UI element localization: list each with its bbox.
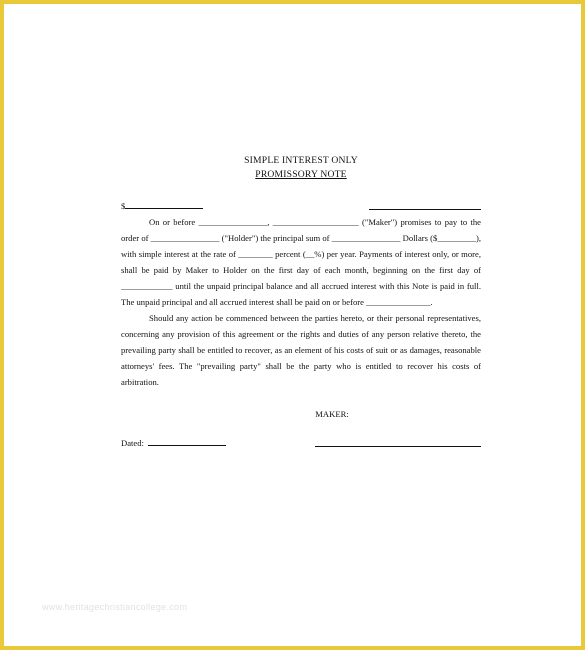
amount-field — [121, 198, 203, 214]
document-title-line2: PROMISSORY NOTE — [255, 169, 347, 180]
dated-field — [121, 435, 226, 451]
payment-terms-paragraph: On or before ________________, ____________________ ("Maker") promises to pay to the order of ________________ ("Holder") the principal sum of ________________ Dollars ($_________), with simple interest at the rate of ________ percent (__%) per year. Payments of interest only, or more, shall be paid by Maker to Holder on the first day of each month, beginning on the first day of ____________ until the unpaid principal balance and all accrued interest with this Note is paid in full. The unpaid principal and all accrued interest shall be paid on or before _______________. — [121, 217, 481, 307]
promissory-note-document — [121, 154, 481, 451]
amount-blank-line — [125, 199, 203, 209]
watermark-text: www.heritagechristiancollege.com — [42, 602, 188, 612]
location-blank-line — [369, 209, 481, 210]
dated-label: Dated: — [121, 438, 144, 448]
maker-label: MAKER: — [315, 409, 349, 419]
dated-blank-line — [148, 436, 226, 446]
dated-row — [121, 435, 481, 451]
attorney-fees-paragraph: Should any action be commenced between the parties hereto, or their personal representatives, concerning any provision of this agreement or the rights and duties of any person relative thereto, the prevailing party shall be entitled to recover, as an element of his costs of suit or as damages, reasonable attorneys' fees. The "prevailing party" shall be the party who is entitled to recover his costs of arbitration. — [121, 313, 481, 387]
dollar-sign: $ — [121, 201, 126, 211]
amount-row — [121, 198, 481, 214]
maker-signature-line — [315, 446, 481, 447]
document-title-line1: SIMPLE INTEREST ONLY — [244, 155, 358, 166]
